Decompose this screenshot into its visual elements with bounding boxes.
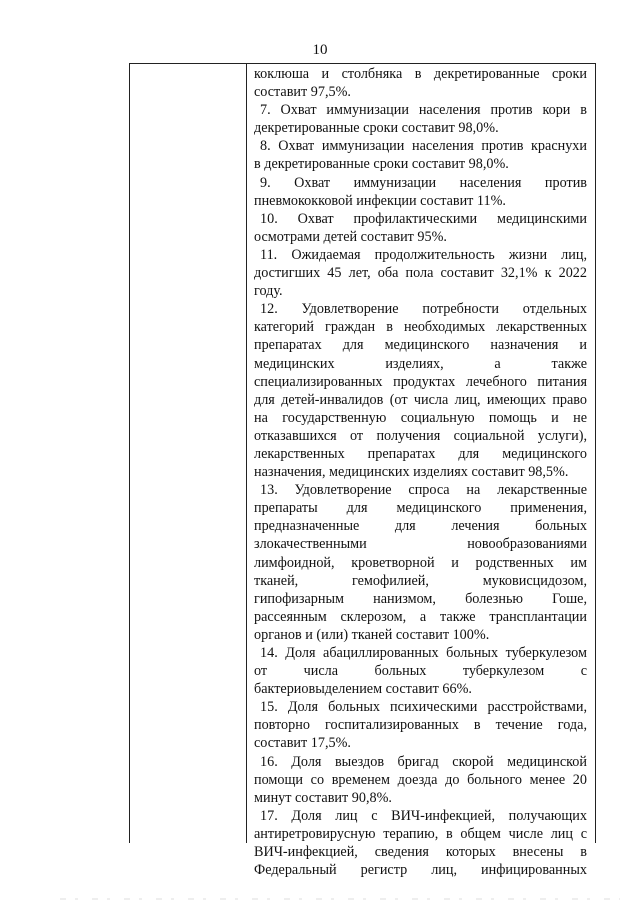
text-line: 12. Удовлетворение потребности отдельных (260, 301, 587, 318)
text-line: 11. Ожидаемая продолжительность жизни лиц, (260, 246, 587, 263)
text-line: составит 97,5%. (254, 84, 351, 101)
scan-artifact (60, 896, 620, 902)
text-line: декретированные сроки составит 98,0%. (254, 120, 499, 137)
page-number: 10 (312, 42, 328, 58)
text-line: 7. Охват иммунизации населения против кори в (260, 102, 587, 119)
text-line: 14. Доля абациллированных больных туберкулезом (260, 645, 587, 661)
text-line: злокачественными новообразованиями (254, 536, 587, 553)
text-line: 9. Охват иммунизации населения против (260, 174, 587, 191)
text-line: помощи со временем доезда до больного менее 20 (254, 771, 587, 788)
text-line: назначения, медицинских изделиях составит 98,5%. (254, 464, 569, 481)
text-line: осмотрами детей составит 95%. (254, 228, 447, 245)
text-line: составит 17,5%. (254, 735, 351, 752)
text-line: препаратах для медицинского назначения и (254, 337, 587, 354)
text-line: в декретированные сроки составит 98,0%. (254, 156, 509, 173)
text-line: лекарственных препаратах для медицинского (254, 445, 587, 462)
text-line: году. (254, 283, 283, 300)
table-left-column (130, 64, 247, 843)
text-line: тканей, гемофилией, муковисцидозом, (254, 572, 587, 589)
text-line: повторно госпитализированных в течение года, (254, 717, 587, 734)
text-line: 17. Доля лиц с ВИЧ-инфекцией, получающих (260, 807, 587, 824)
text-line: 16. Доля выездов бригад скорой медицинской (260, 753, 587, 770)
text-line: 15. Доля больных психическими расстройствами, (260, 699, 587, 716)
text-line: 13. Удовлетворение спроса на лекарственные (260, 482, 587, 499)
text-line: категорий граждан в необходимых лекарственных (254, 319, 587, 336)
text-line: 8. Охват иммунизации населения против краснухи (260, 138, 587, 155)
text-line: медицинских изделиях, а также (254, 355, 587, 372)
text-line: на государственную социальную помощь и не (254, 409, 587, 426)
text-line: гипофизарным нанизмом, болезнью Гоше, (254, 590, 587, 607)
text-line: достигших 45 лет, оба пола составит 32,1% к 2022 (254, 265, 587, 282)
text-line: рассеянным склерозом, а также трансплантации (254, 608, 587, 625)
text-line: Федеральный регистр лиц, инфицированных (254, 862, 587, 879)
text-line: отказавшихся от получения социальной услуги), (254, 427, 587, 444)
text-line: ВИЧ-инфекцией, сведения которых внесены в (254, 844, 587, 861)
document-table (129, 63, 596, 879)
text-line: специализированных продуктах лечебного питания (254, 373, 587, 390)
text-line: минут составит 90,8%. (254, 789, 392, 806)
text-line: органов и (или) тканей составит 100%. (254, 626, 490, 643)
text-line: 10. Охват профилактическими медицинскими (260, 210, 587, 227)
text-line: препараты для медицинского применения, (254, 500, 587, 517)
text-line: антиретровирусную терапию, в общем числе лиц с (254, 825, 587, 842)
text-line: пневмококковой инфекции составит 11%. (254, 192, 506, 209)
text-line: лимфоидной, кроветворной и родственных им (254, 554, 587, 571)
text-line: предназначенные для лечения больных (254, 518, 587, 535)
table-text-column (247, 64, 595, 879)
text-line: коклюша и столбняка в декретированные сроки (254, 66, 587, 82)
text-line: для детей-инвалидов (от числа лиц, имеющих право (254, 391, 587, 408)
text-line: бактериовыделением составит 66%. (254, 681, 472, 698)
text-line: от числа больных туберкулезом с (254, 663, 587, 680)
